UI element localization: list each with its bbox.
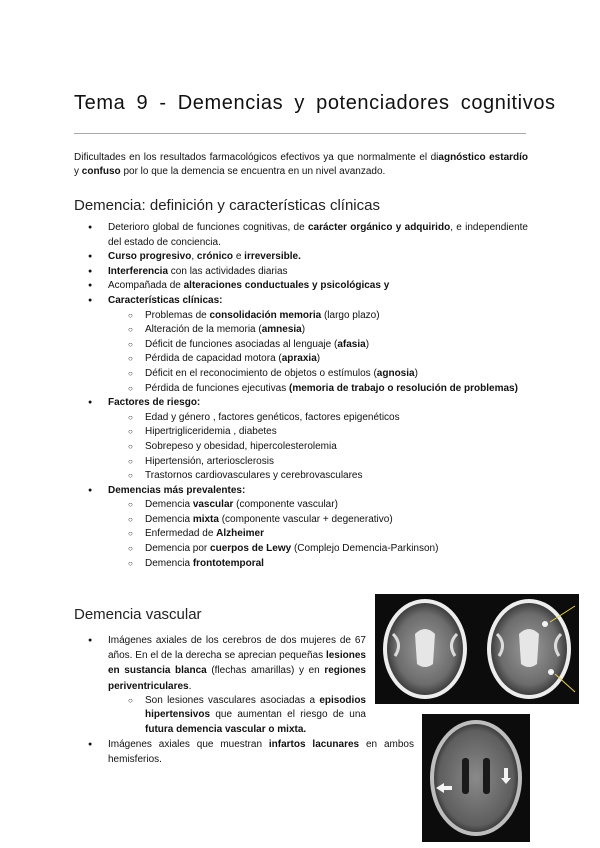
lesion-dot — [548, 669, 554, 675]
item-text: , — [191, 251, 197, 263]
item-text: Alteración de la memoria ( — [145, 324, 262, 336]
intro-text-1: Dificultades en los resultados farmacológicos efectivos ya que normalmente el di — [74, 152, 439, 163]
list-item — [74, 265, 528, 280]
item-bold: lesiones en sustancia blanca — [108, 650, 366, 677]
item-bold: Interferencia — [108, 265, 169, 277]
item-bold: agnosia — [376, 367, 415, 379]
sublist-item — [108, 367, 528, 382]
item-text: que aumentan el riesgo de una — [210, 709, 366, 721]
intro-text-2: y — [74, 166, 82, 177]
item-bold: (memoria de trabajo o resolución de problemas) — [288, 382, 518, 394]
item-bold: alteraciones conductuales y psicológicas y — [183, 280, 390, 292]
item-bold: Alzheimer — [216, 528, 264, 540]
item-label: Demencias más prevalentes: — [108, 484, 246, 496]
item-label: Factores de riesgo: — [108, 397, 201, 409]
item-bold: regiones periventriculares — [108, 665, 366, 692]
list-item — [74, 396, 528, 484]
item-text: e — [233, 251, 245, 263]
brain-mri-comparison-drawing — [375, 594, 579, 704]
item-text: Enfermedad de — [145, 528, 217, 540]
item-text: (componente vascular) — [233, 499, 338, 511]
lacunar-infarct-drawing — [422, 714, 530, 842]
ventricles-right — [519, 629, 539, 667]
item-text: , e independiente del estado de conciencia. — [108, 222, 528, 248]
item-text: Pérdida de funciones ejecutivas — [145, 382, 289, 394]
list-item — [74, 484, 528, 572]
sublist-item — [108, 338, 528, 353]
item-bold: Curso progresivo — [108, 251, 192, 263]
sublist-item — [108, 557, 528, 572]
lacunar-list — [74, 737, 414, 767]
item-text: Demencia — [145, 499, 193, 511]
item-bold: consolidación memoria — [209, 309, 322, 321]
ventricle-right — [483, 758, 490, 794]
sublist-item — [108, 694, 366, 738]
item-text: (Complejo Demencia-Parkinson) — [291, 543, 439, 555]
item-text: Pérdida de capacidad motora ( — [145, 353, 282, 365]
ventricle-left — [462, 758, 469, 794]
vascular-sublist — [108, 694, 366, 738]
item-text: con las actividades diarias — [168, 265, 288, 277]
sublist-item — [108, 542, 528, 557]
item-text: (flechas amarillas) y en — [206, 665, 325, 677]
list-item — [74, 279, 528, 294]
item-bold: mixta — [192, 513, 219, 525]
item-bold: crónico — [196, 251, 234, 263]
page-title: Tema 9 - Demencias y potenciadores cognitivos — [74, 92, 556, 114]
risk-sublist — [108, 411, 528, 484]
prevalent-sublist — [108, 498, 528, 571]
item-text: Acompañada de — [108, 280, 184, 292]
list-item — [74, 250, 528, 265]
item-bold: vascular — [192, 499, 234, 511]
item-text: ) — [414, 367, 418, 379]
item-text: Demencia — [145, 513, 193, 525]
item-bold: futura demencia vascular o mixta. — [145, 724, 307, 735]
item-text: Imágenes axiales que muestran — [108, 739, 269, 750]
sublist-item: ○ Hipertrigliceridemia , diabetes — [108, 425, 528, 440]
sublist-item — [108, 352, 528, 367]
item-bold: infartos lacunares — [268, 739, 360, 750]
item-label: Características clínicas: — [108, 294, 223, 306]
clinical-sublist — [108, 309, 528, 397]
intro-bold-1: agnóstico estardío — [438, 152, 529, 163]
item-text: Deterioro global de funciones cognitivas, de — [108, 222, 308, 233]
brain-mri-comparison-image — [375, 594, 579, 704]
definition-list — [74, 221, 528, 571]
sublist-item — [108, 498, 528, 513]
item-text: Demencia — [145, 557, 193, 569]
intro-text-3: por lo que la demencia se encuentra en un nivel avanzado. — [120, 166, 386, 177]
item-text: ) — [365, 338, 370, 350]
item-text: . — [188, 680, 192, 692]
item-text: Déficit en el reconocimiento de objetos o estímulos ( — [145, 367, 377, 379]
list-item — [74, 294, 528, 396]
item-text: (componente vascular + degenerativo) — [218, 513, 393, 525]
list-item — [74, 633, 366, 738]
item-text: ) — [301, 324, 306, 336]
lesion-dot — [542, 621, 548, 627]
sublist-item — [108, 513, 528, 528]
item-bold: irreversible. — [244, 251, 301, 263]
item-bold: afasia — [337, 338, 366, 350]
sublist-item — [108, 382, 528, 397]
item-text: Déficit de funciones asociadas al lenguaje ( — [145, 338, 338, 350]
vascular-list — [74, 633, 366, 738]
item-bold: frontotemporal — [192, 557, 264, 569]
section-heading-vascular: Demencia vascular — [74, 606, 202, 623]
section-heading-definition: Demencia: definición y características clínicas — [74, 197, 380, 214]
sublist-item — [108, 527, 528, 542]
sublist-item: ○ Edad y género , factores genéticos, factores epigenéticos — [108, 411, 528, 426]
title-divider — [74, 133, 526, 134]
item-text: ) — [316, 353, 321, 365]
item-bold: apraxia — [281, 353, 317, 365]
ventricles-left — [415, 629, 435, 667]
sublist-item: ○ Sobrepeso y obesidad, hipercolesterolemia — [108, 440, 528, 455]
intro-bold-2: confuso — [81, 166, 121, 177]
item-text: Problemas de — [145, 309, 210, 321]
list-item — [74, 221, 528, 250]
sublist-item — [108, 309, 528, 324]
item-text: en ambos hemisferios. — [108, 739, 414, 766]
item-text: Son lesiones vasculares asociadas a — [145, 694, 320, 706]
sublist-item: ○ Hipertensión, arteriosclerosis — [108, 455, 528, 470]
sublist-item: ○ Trastornos cardiovasculares y cerebrovasculares — [108, 469, 528, 484]
item-bold: cuerpos de Lewy — [210, 543, 292, 555]
item-bold: amnesia — [261, 324, 302, 336]
list-item — [74, 737, 414, 767]
item-text: Imágenes axiales de los cerebros de dos mujeres de 67 años. En el de la derecha se aprecian pequeñas — [108, 635, 366, 662]
sublist-item — [108, 323, 528, 338]
item-text: Demencia por — [145, 543, 211, 555]
item-bold: carácter orgánico y adquirido — [307, 222, 451, 233]
intro-paragraph — [74, 151, 528, 179]
lacunar-infarct-mri-image — [422, 714, 530, 842]
item-bold: episodios hipertensivos — [145, 694, 366, 721]
item-text: (largo plazo) — [321, 309, 380, 321]
